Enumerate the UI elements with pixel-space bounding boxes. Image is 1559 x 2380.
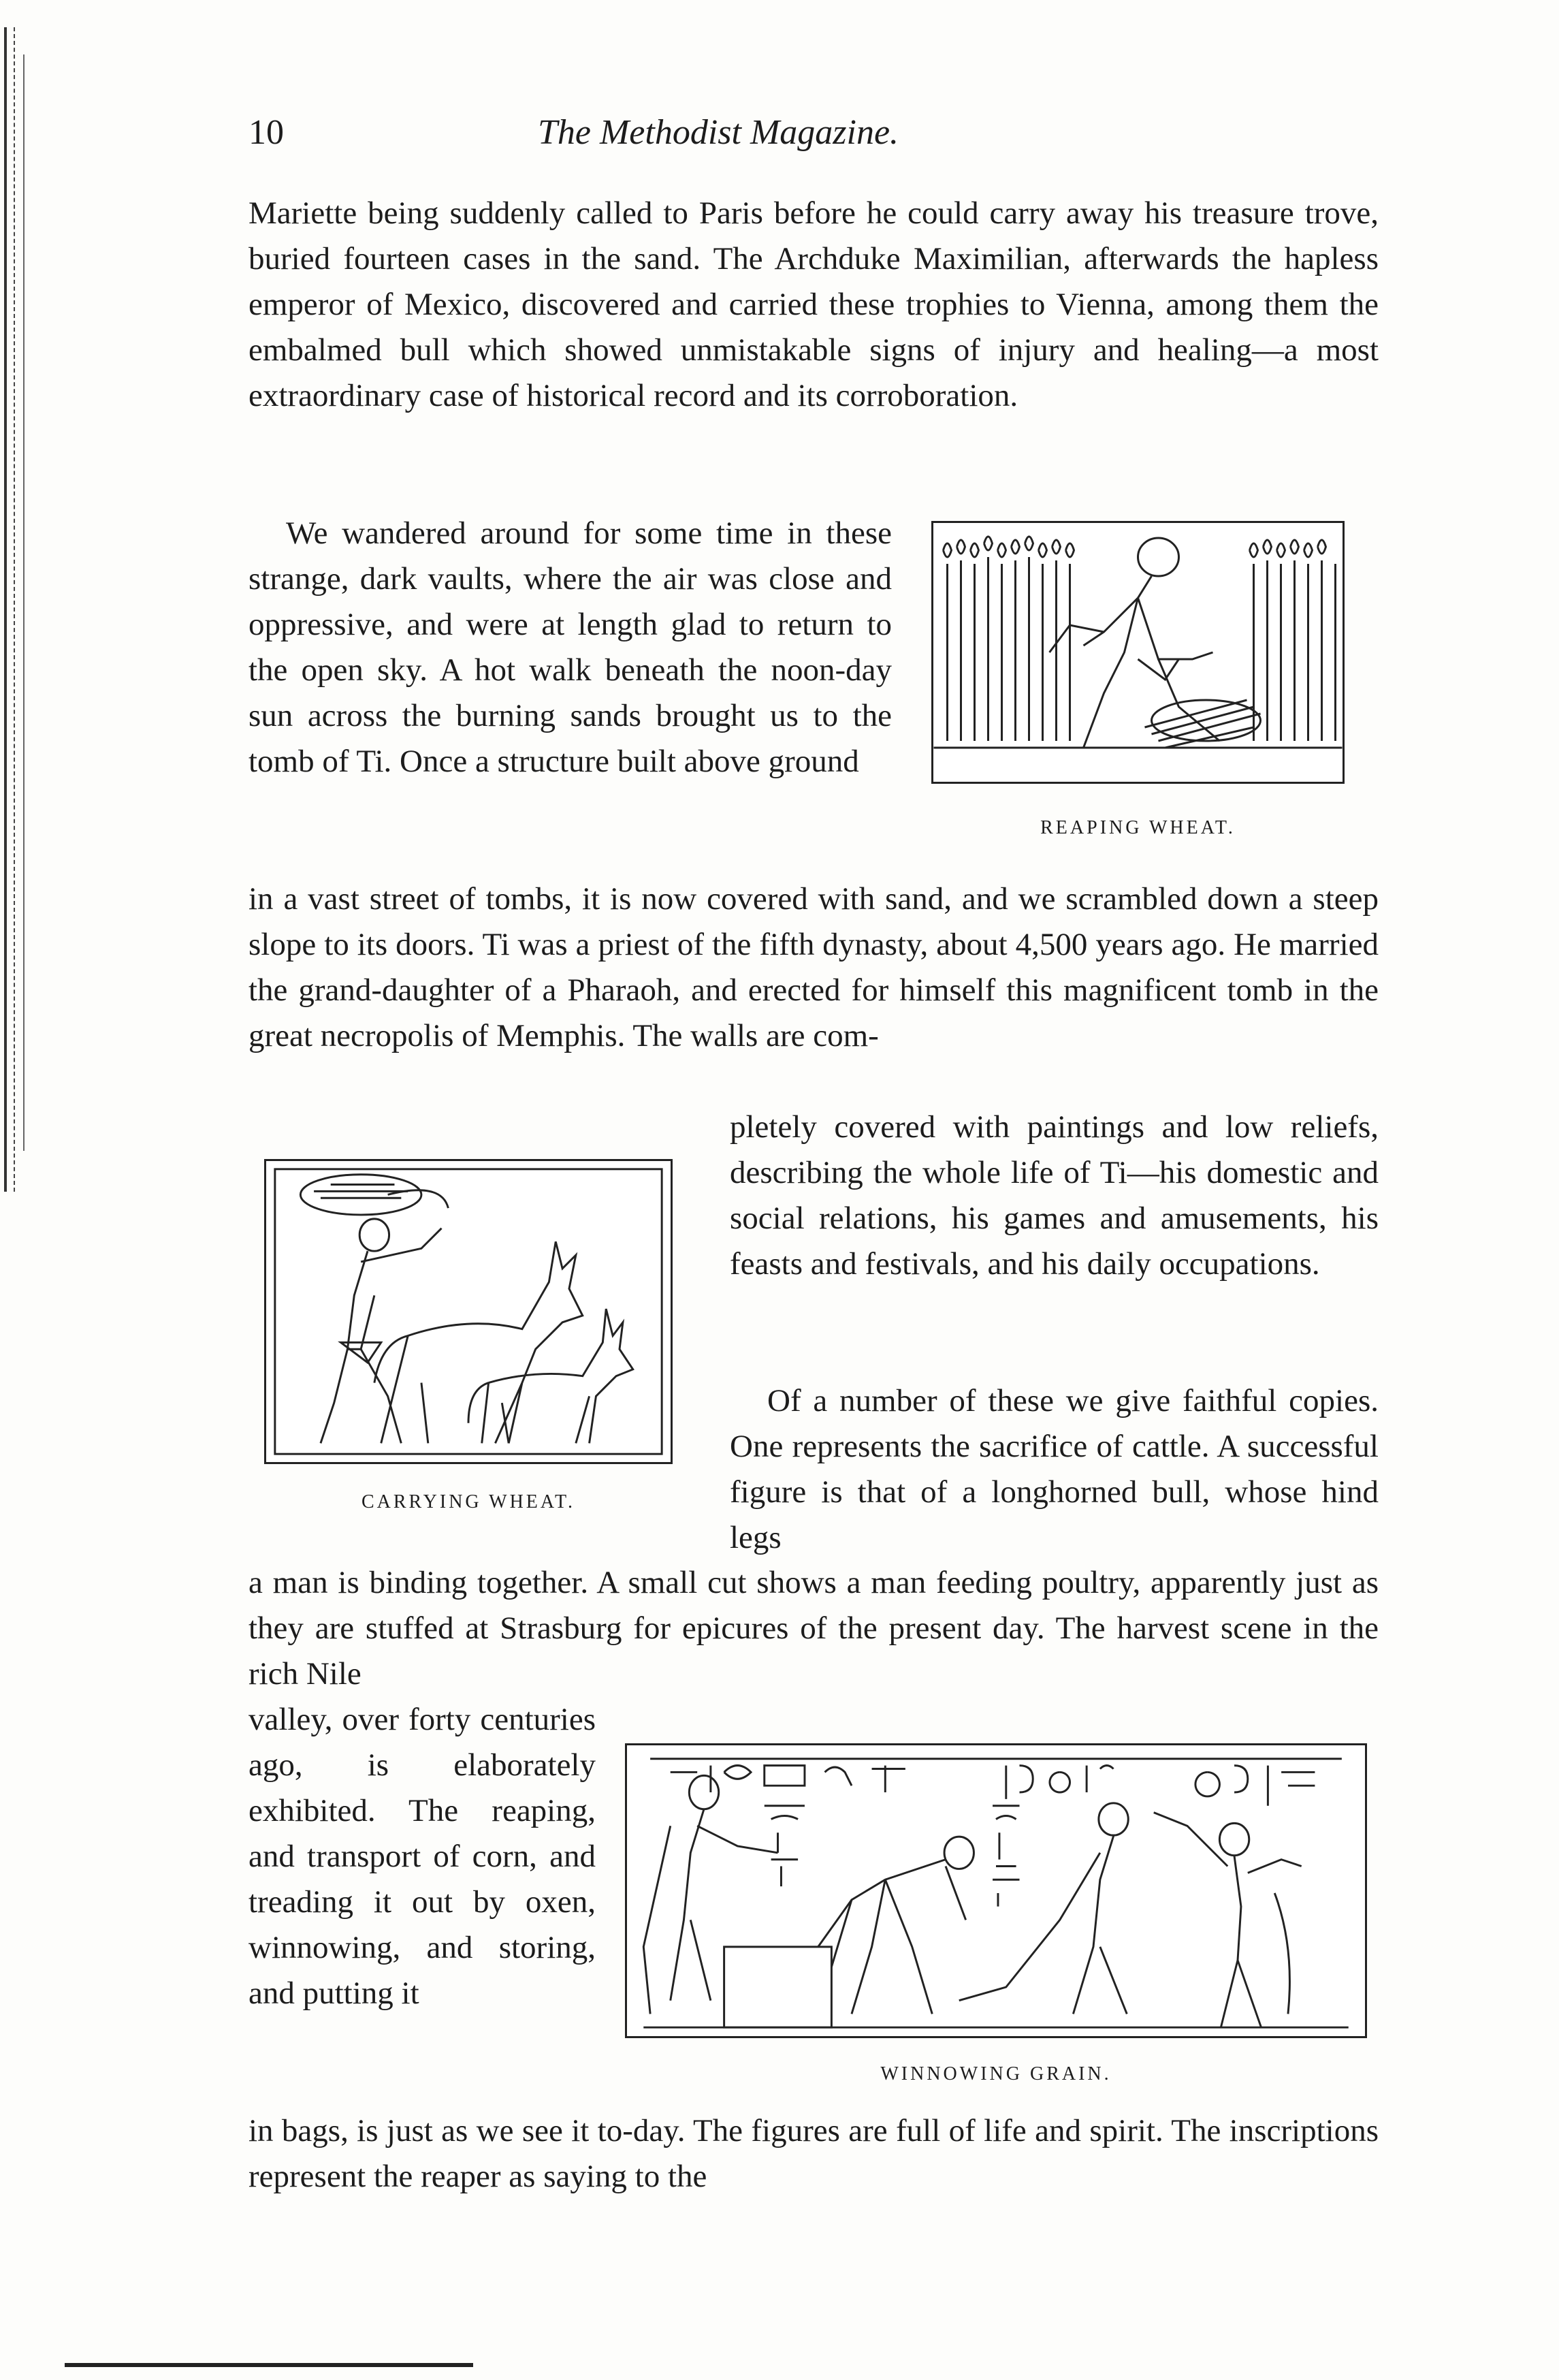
paragraph-3-part-4: in bags, is just as we see it to-day. The figures are full of life and spirit. The inscriptions represent the reaper as saying to the <box>248 2113 1379 2194</box>
wheat-load <box>300 1175 448 1215</box>
sheaf <box>1145 700 1261 748</box>
paragraph-1: Mariette being suddenly called to Paris before he could carry away his treasure trove, buried fourteen cases in the sand. The Archduke Maximilian, afterwards the hapless emperor of Mexico, discovered and carried these trophies to Vienna, among them the embalmed bull which showed unmistakable signs of injury and healing—a most extraordinary case of historical record and its corroboration. <box>248 195 1379 413</box>
reaping-wheat-caption: REAPING WHEAT. <box>1040 817 1236 838</box>
page-number: 10 <box>248 113 284 152</box>
binding-edge <box>0 0 33 1192</box>
winnower-figure-3 <box>959 1803 1129 2014</box>
running-title: The Methodist Magazine. <box>537 113 899 152</box>
paragraph-2-part-3: pletely covered with paintings and low reliefs, describing the whole life of Ti—his domestic and social relations, his games and amusements, his feasts and festivals, and his daily occupations. <box>730 1109 1379 1282</box>
reaping-wheat-illustration <box>931 521 1345 784</box>
reaper-figure <box>1050 538 1220 748</box>
page-header <box>248 112 1379 167</box>
paragraph-3-part-2: a man is binding together. A small cut shows a man feeding poultry, apparently just as they are stuffed at Strasburg for epicures of the present day. The harvest scene in the rich Nile <box>248 1565 1379 1692</box>
paragraph-3-part-3: valley, over forty centuries ago, is elaborately exhibited. The reaping, and transport of corn, and treading it out by oxen, winnowing, and storing, and putting it <box>248 1702 596 2011</box>
hieroglyph-column <box>765 1806 1020 1907</box>
paragraph-2-part-1: We wandered around for some time in these strange, dark vaults, where the air was close and oppressive, and were at length glad to return to the open sky. A hot walk beneath the noon-day sun across the burning sands brought us to the tomb of Ti. Once a structure built above ground <box>248 515 892 779</box>
donkey-small <box>468 1309 633 1443</box>
hieroglyph-band <box>650 1759 1342 1806</box>
winnower-figure-2 <box>818 1837 974 2014</box>
winnowing-grain-caption: WINNOWING GRAIN. <box>880 2063 1112 2084</box>
wheat-stalks-right <box>1250 540 1336 741</box>
grain-heap <box>724 1947 832 2027</box>
bottom-rule <box>65 2363 473 2367</box>
winnower-figure-4 <box>1154 1813 1302 2028</box>
carrying-wheat-caption: CARRYING WHEAT. <box>361 1491 576 1512</box>
donkey-large <box>374 1241 583 1443</box>
paragraph-3-part-1: Of a number of these we give faithful copies. One represents the sacrifice of cattle. A successful figure is that of a longhorned bull, whose hind legs <box>730 1383 1379 1555</box>
carrying-wheat-illustration <box>264 1159 673 1464</box>
paragraph-2-part-2: in a vast street of tombs, it is now covered with sand, and we scrambled down a steep slope to its doors. Ti was a priest of the fifth dynasty, about 4,500 years ago. He married the grand-daughter of a Pharaoh, and erected for himself this magnificent tomb in the great necropolis of Memphis. The walls are com- <box>248 881 1379 1053</box>
winnowing-grain-illustration <box>625 1743 1367 2038</box>
winnower-figure-1 <box>643 1775 777 2014</box>
wheat-stalks-left <box>944 537 1074 741</box>
